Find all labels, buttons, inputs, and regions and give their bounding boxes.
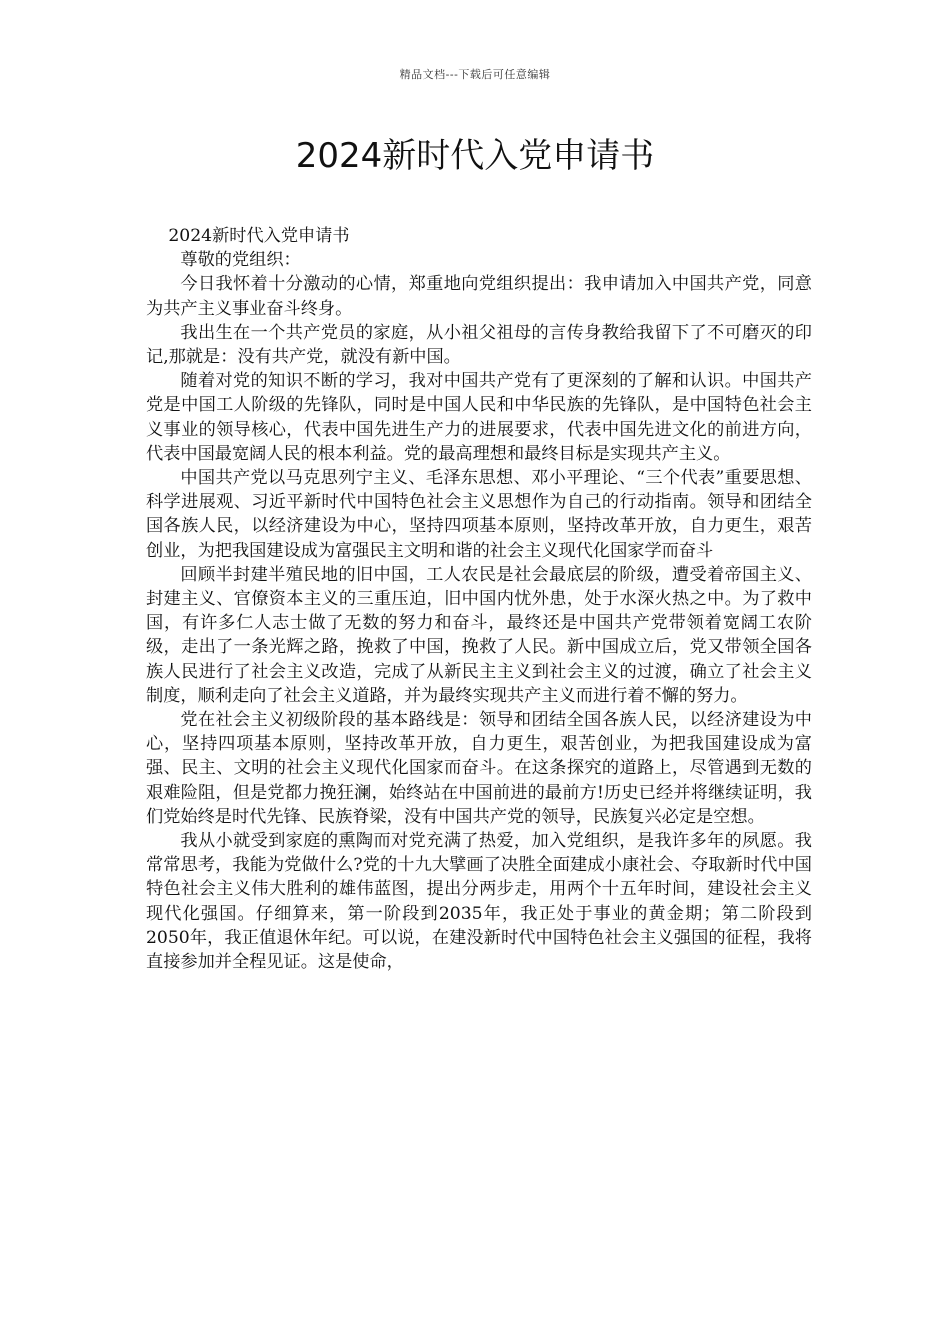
document-body bbox=[146, 224, 812, 974]
paragraph-guiding-ideology: 中国共产党以马克思列宁主义、毛泽东思想、邓小平理论、“三个代表”重要思想、科学进展观、习近平新时代中国特色社会主义思想作为自己的行动指南。领导和团结全国各族人民，以经济建设为中心，坚持四项基本原则，坚持改革开放，自力更生，艰苦创业，为把我国建设成为富强民主文明和谐的社会主义现代化国家学而奋斗 bbox=[146, 468, 812, 561]
paragraph-history: 回顾半封建半殖民地的旧中国，工人农民是社会最底层的阶级，遭受着帝国主义、封建主义、官僚资本主义的三重压迫，旧中国内忧外患，处于水深火热之中。为了救中国，有许多仁人志士做了无数的努力和奋斗，最终还是中国共产党带领着宽阔工农阶级，走出了一条光辉之路，挽救了中国，挽救了人民。新中国成立后，党又带领全国各族人民进行了社会主义改造，完成了从新民主主义到社会主义的过渡，确立了社会主义制度，顺利走向了社会主义道路，并为最终实现共产主义而进行着不懈的努力。 bbox=[146, 564, 812, 706]
subtitle-line: 2024新时代入党申请书 bbox=[168, 226, 350, 246]
paragraph-application: 今日我怀着十分激动的心情，郑重地向党组织提出：我申请加入中国共产党，同意为共产主义事业奋斗终身。 bbox=[146, 274, 812, 319]
paragraph-family: 我出生在一个共产党员的家庭，从小祖父祖母的言传身教给我留下了不可磨灭的印记,那就是：没有共产党，就没有新中国。 bbox=[146, 322, 812, 368]
paragraph-understanding: 随着对党的知识不断的学习，我对中国共产党有了更深刻的了解和认识。中国共产党是中国工人阶级的先锋队，同时是中国人民和中华民族的先锋队，是中国特色社会主义事业的领导核心，代表中国先进生产力的进展要求，代表中国先进文化的前进方向，代表中国最宽阔人民的根本利益。党的最高理想和最终目标是实现共产主义。 bbox=[146, 371, 812, 464]
document-title: 2024新时代入党申请书 bbox=[295, 136, 655, 176]
salutation: 尊敬的党组织： bbox=[180, 250, 301, 271]
paragraph-basic-line: 党在社会主义初级阶段的基本路线是：领导和团结全国各族人民，以经济建设为中心，坚持四项基本原则，坚持改革开放，自力更生，艰苦创业，为把我国建设成为富强、民主、文明的社会主义现代化国家而奋斗。在这条探究的道路上，尽管遇到无数的艰难险阻，但是党都力挽狂澜，始终站在中国前进的最前方!历史已经并将继续证明，我们党始终是时代先锋、民族脊梁，没有中国共产党的领导，民族复兴必定是空想。 bbox=[146, 710, 812, 827]
header-note: 精品文档---下载后可任意编辑 bbox=[399, 68, 551, 81]
paragraph-aspiration: 我从小就受到家庭的熏陶而对党充满了热爱，加入党组织，是我许多年的夙愿。我常常思考，我能为党做什么?党的十九大擘画了决胜全面建成小康社会、夺取新时代中国特色社会主义伟大胜利的雄伟蓝图，提出分两步走，用两个十五年时间，建设社会主义现代化强国。仔细算来，第一阶段到2035年，我正处于事业的黄金期；第二阶段到2050年，我正值退休年纪。可以说，在建没新时代中国特色社会主义强国的征程，我将直接参加并全程见证。这是使命， bbox=[146, 831, 812, 973]
